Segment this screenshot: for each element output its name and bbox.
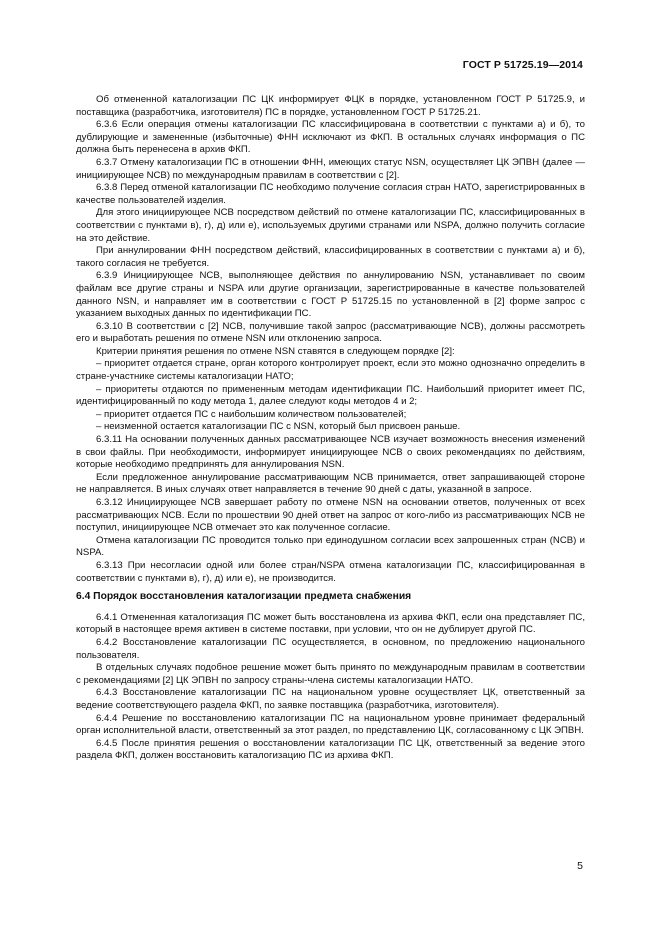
paragraph: 6.3.11 На основании полученных данных рассматривающее NCB изучает возможность внесения изменений в свои файлы. При необходимости, информирует инициирующее NCB о своих рекомендациях по действиям, которые необходимо предпринять для аннулирования NSN. — [76, 434, 585, 471]
paragraph: 6.3.10 В соответствии с [2] NCB, получившие такой запрос (рассматривающие NCB), должны рассмотреть его и выработать решения по отмене NSN или отклонению запроса. — [76, 320, 585, 345]
list-item: – неизменной остается каталогизации ПС с NSN, который был присвоен раньше. — [96, 421, 461, 433]
paragraph: 6.4.2 Восстановление каталогизации ПС осуществляется, в основном, по предложению национального пользователя. — [76, 636, 585, 661]
paragraph: 6.3.7 Отмену каталогизации ПС в отношении ФНН, имеющих статус NSN, осуществляет ЦК ЭПВН (далее — инициирующее NCB) по международным правилам в соответствии с [2]. — [76, 156, 585, 181]
document-header-id: ГОСТ Р 51725.19—2014 — [462, 59, 583, 71]
paragraph: Об отмененной каталогизации ПС ЦК информирует ФЦК в порядке, установленном ГОСТ Р 51725.9, и поставщика (разработчика, изготовителя) ПС в порядке, установленном ГОСТ Р 51725.21. — [76, 94, 585, 118]
paragraph: 6.3.8 Перед отменой каталогизации ПС необходимо получение согласия стран НАТО, зарегистрированных в качестве пользователей изделия. — [76, 182, 585, 206]
list-item: – приоритеты отдаются по примененным методам идентификации ПС. Наибольший приоритет имеет ПС, идентифицированный по коду метода 1, далее следуют коды методов 4 и 2; — [76, 383, 585, 408]
document-body — [76, 94, 585, 763]
paragraph: 6.3.9 Инициирующее NCB, выполняющее действия по аннулированию NSN, устанавливает по своим файлам все другие страны и NSPA или другие организации, зарегистрированные в качестве пользователей данного NSN, и направляет им в соответствии с ГОСТ Р 51725.15 по установленной в [2] форме запрос с указанием выходных данных по идентификации ПС. — [76, 270, 585, 320]
section-heading: 6.4 Порядок восстановления каталогизации предмета снабжения — [76, 591, 412, 603]
paragraph: В отдельных случаях подобное решение может быть принято по международным правилам в соответствии с рекомендациями [2] ЦК ЭПВН по запросу страны-члена системы каталогизации НАТО. — [76, 662, 585, 686]
paragraph: Критерии принятия решения по отмене NSN ставятся в следующем порядке [2]: — [96, 345, 455, 357]
page-number: 5 — [577, 860, 583, 872]
paragraph: 6.4.4 Решение по восстановлению каталогизации ПС на национальном уровне принимает федеральный орган исполнительной власти, ответственный за этот раздел, по представлению ЦК, согласованному с ЦК ЭПВН. — [76, 712, 585, 737]
paragraph: При аннулировании ФНН посредством действий, классифицированных в соответствии с пунктами а) и б), такого согласия не требуется. — [76, 245, 585, 269]
paragraph: 6.3.13 При несогласии одной или более стран/NSPA отмена каталогизации ПС, классифицированная в соответствии с пунктами в), г), д) или е), не производится. — [76, 559, 585, 584]
paragraph: Для этого инициирующее NCB посредством действий по отмене каталогизации ПС, классифицированных в соответствии с пунктами в), г), д) или е), используемых другими странами или NSPA, должно получить согласие на это действие. — [76, 207, 585, 244]
paragraph: 6.4.3 Восстановление каталогизации ПС на национальном уровне осуществляет ЦК, ответственный за ведение соответствующего раздела ФКП, по заявке поставщика (разработчика, изготовителя). — [76, 687, 585, 711]
paragraph: 6.3.6 Если операция отмены каталогизации ПС классифицирована в соответствии с пунктами а) и б), то дублирующие и замененные (избыточные) ФНН исключают из ФКП. В остальных случаях информация о ПС должна быть перенесена в архив ФКП. — [76, 119, 585, 156]
list-item: – приоритет отдается стране, орган которого контролирует проект, если это можно однозначно определить в стране-участнике системы каталогизации НАТО; — [76, 358, 585, 383]
paragraph: 6.4.5 После принятия решения о восстановлении каталогизации ПС ЦК, ответственный за ведение этого раздела ФКП, должен восстановить каталогизацию ПС из архива ФКП. — [76, 737, 585, 762]
paragraph: 6.4.1 Отмененная каталогизация ПС может быть восстановлена из архива ФКП, если она представляет ПС, который в настоящее время активен в системе поставки, при условии, что он не дублирует другой ПС. — [76, 611, 585, 636]
paragraph: 6.3.12 Инициирующее NCB завершает работу по отмене NSN на основании ответов, полученных от всех рассматривающих NCB. Если по прошествии 90 дней ответ на запрос от кого-либо из рассматривающих NCB не поступил, инициирующее NCB отмечает это как полученное согласие. — [76, 497, 585, 534]
paragraph: Если предложенное аннулирование рассматривающим NCB принимается, ответ запрашивающей стороне не направляется. В иных случаях ответ направляется в течение 90 дней с даты, указанной в запросе. — [76, 471, 585, 496]
list-item: – приоритет отдается ПС с наибольшим количеством пользователей; — [96, 408, 407, 420]
paragraph: Отмена каталогизации ПС проводится только при единодушном согласии всех запрошенных стран (NCB) и NSPA. — [76, 534, 585, 559]
